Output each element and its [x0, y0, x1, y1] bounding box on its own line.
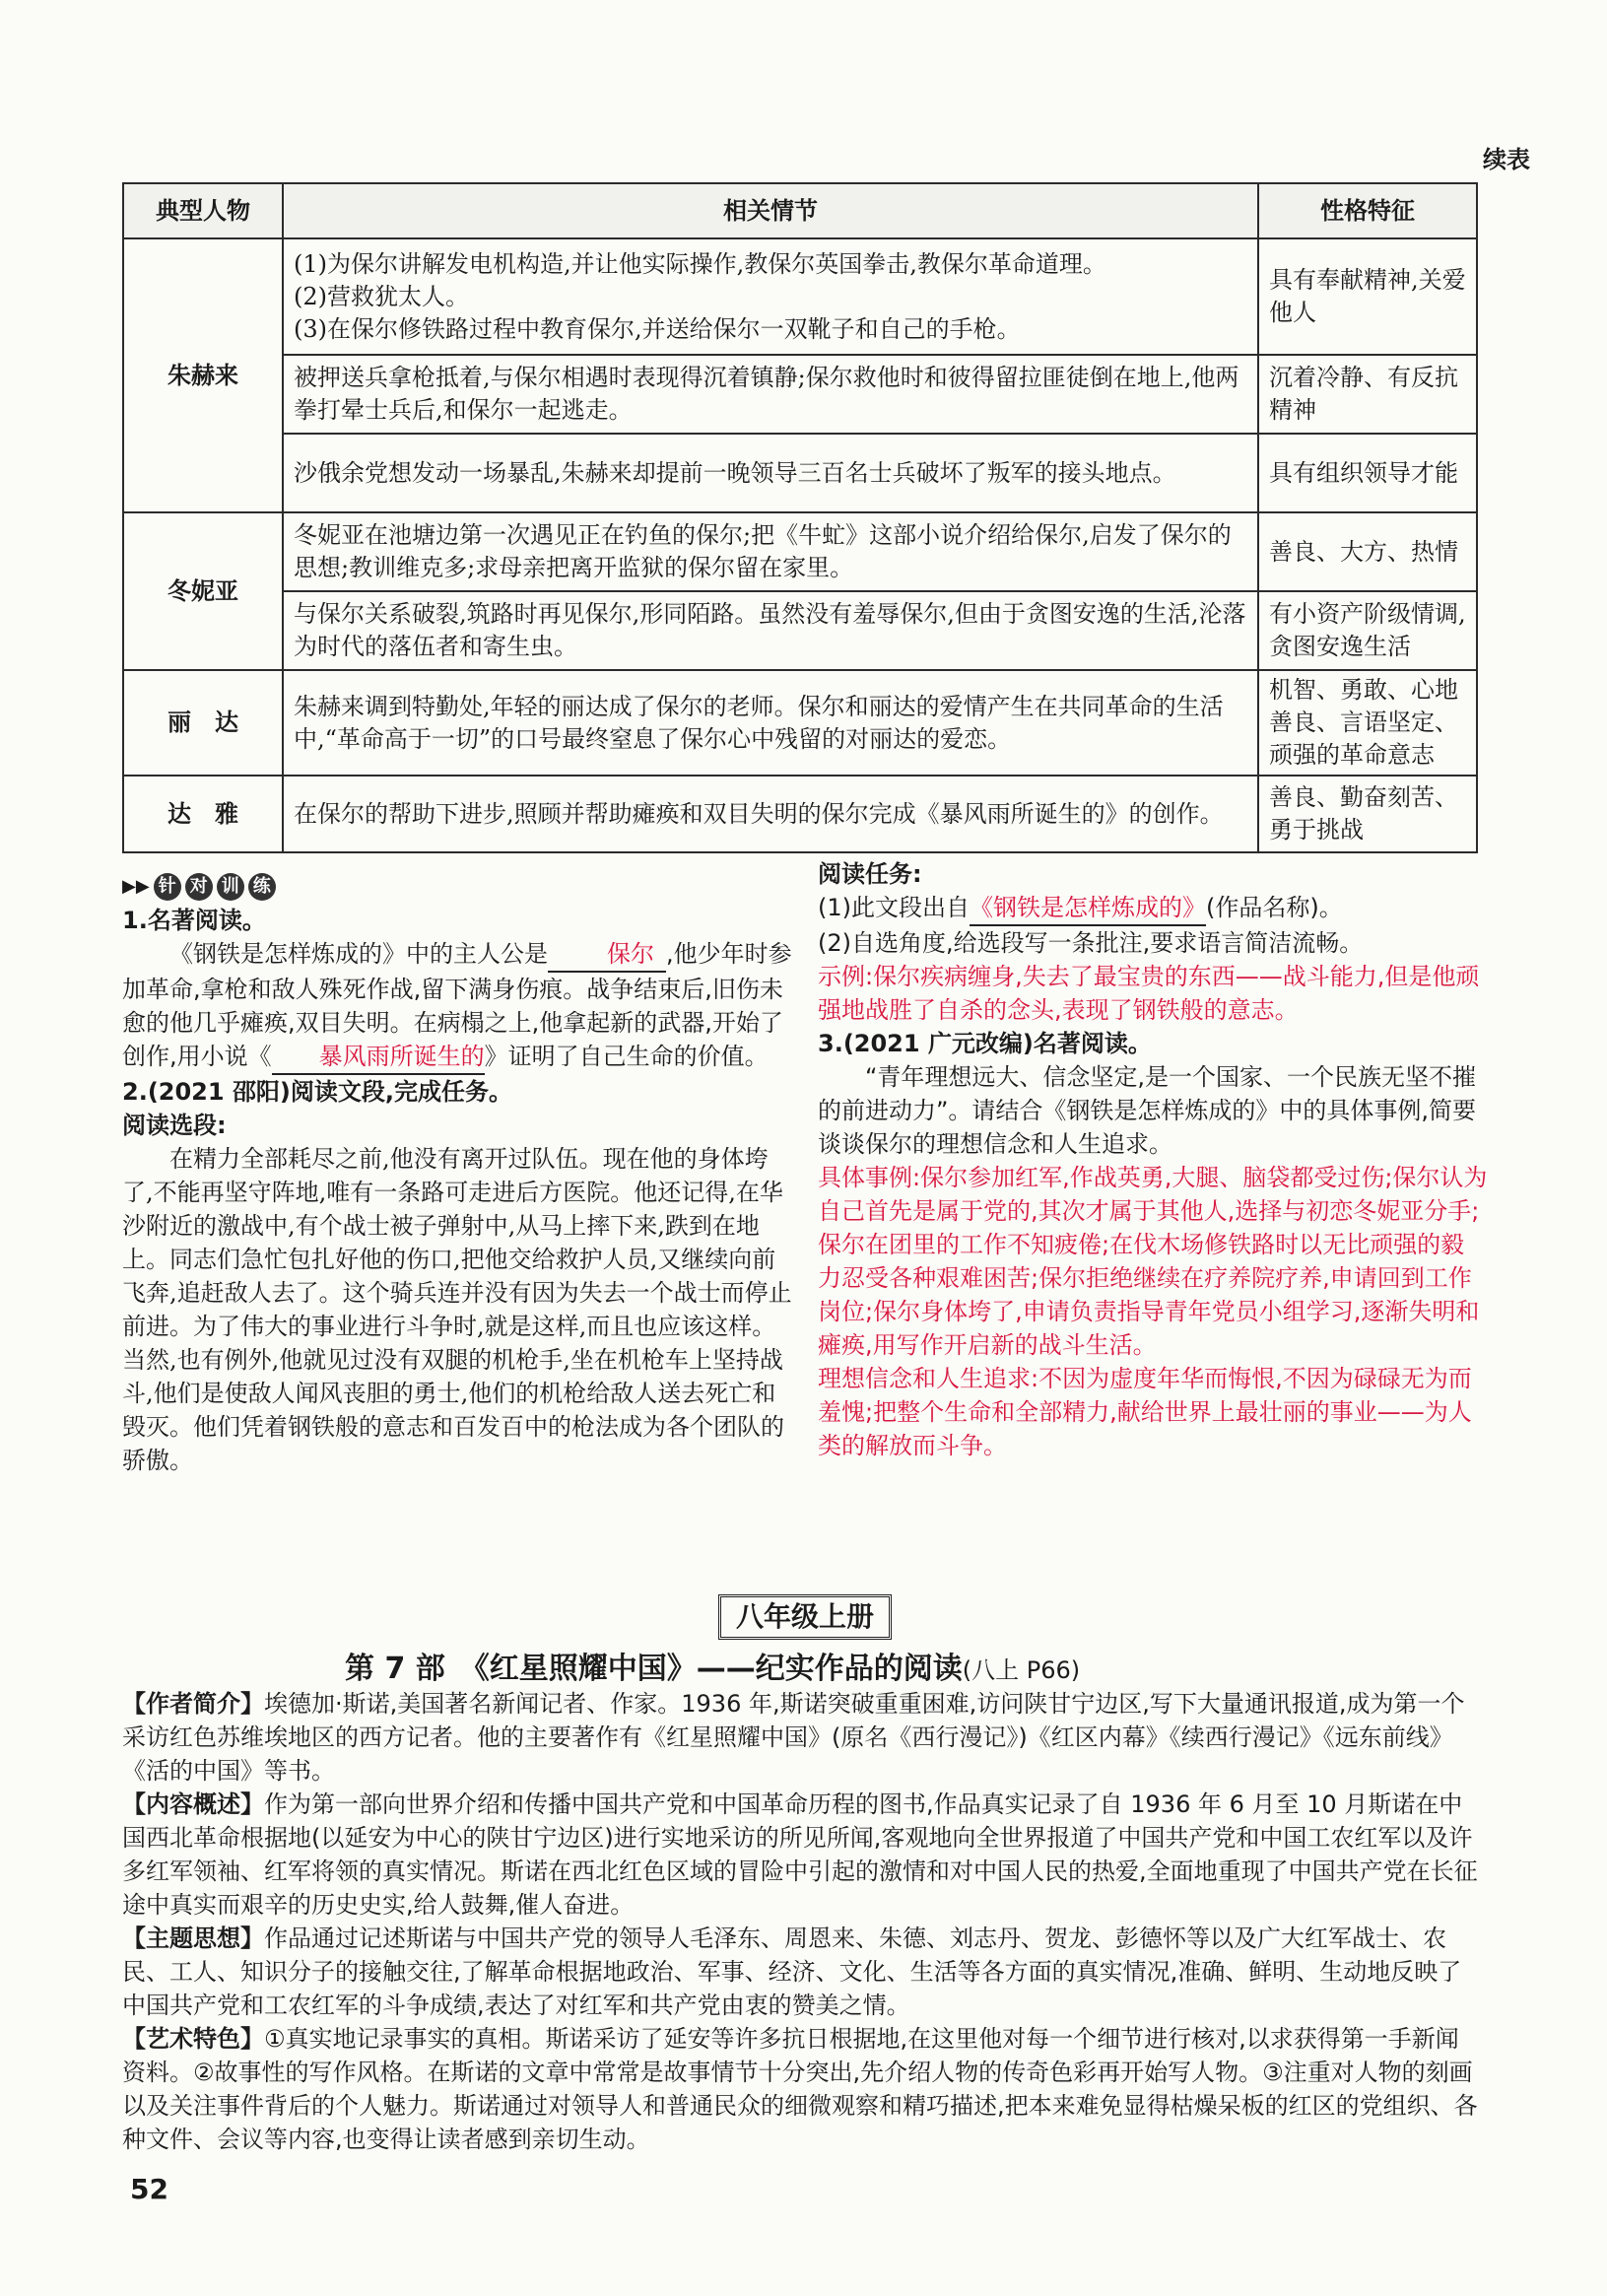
section-ref: (八上 P66)	[962, 1656, 1081, 1684]
header-plot: 相关情节	[283, 183, 1258, 238]
intro-paragraph	[122, 1922, 1478, 2022]
q2-task2: (2)自选角度,给选段写一条批注,要求语言简洁流畅。	[818, 929, 1364, 957]
table-row	[123, 434, 1477, 512]
plot-line: (3)在保尔修铁路过程中教育保尔,并送给保尔一双靴子和自己的手枪。	[294, 314, 1021, 343]
q1-title: 1.名著阅读。	[122, 907, 266, 934]
q3-answer-b: 理想信念和人生追求:不因为虚度年华而悔恨,不因为碌碌无为而羞愧;把整个生命和全部精力,献给世界上最壮丽的事业——为人类的解放而斗争。	[818, 1365, 1472, 1459]
person-cell: 丽 达	[123, 670, 283, 776]
q1-text-a: 《钢铁是怎样炼成的》中的主人公是	[169, 940, 548, 968]
plot-cell	[283, 238, 1258, 355]
q2-task1-answer: 《钢铁是怎样炼成的》	[970, 891, 1206, 926]
trait-cell: 具有组织领导才能	[1258, 434, 1477, 512]
left-column	[122, 867, 792, 1477]
trait-cell: 机智、勇敢、心地善良、言语坚定、顽强的革命意志	[1258, 670, 1477, 776]
q1-answer2: 暴风雨所诞生的	[272, 1040, 485, 1075]
section-title-text: 第 7 部 《红星照耀中国》——纪实作品的阅读	[345, 1652, 963, 1686]
q2-title: 2.(2021 邵阳)阅读文段,完成任务。	[122, 1078, 513, 1106]
plot-cell: 在保尔的帮助下进步,照顾并帮助瘫痪和双目失明的保尔完成《暴风雨所诞生的》的创作。	[283, 776, 1258, 852]
intro-text: 作品通过记述斯诺与中国共产党的领导人毛泽东、周恩来、朱德、刘志丹、贺龙、彭德怀等以及广大红军战士、农民、工人、知识分子的接触交往,了解革命根据地政治、军事、经济、文化、生活等各方面的真实情况,准确、鲜明、生动地反映了中国共产党和工农红军的斗争成绩,表达了对红军和共产党由衷的赞美之情。	[122, 1925, 1462, 2019]
intro-paragraph	[122, 1687, 1478, 1788]
q2-passage: 在精力全部耗尽之前,他没有离开过队伍。现在他的身体垮了,不能再坚守阵地,唯有一条路可走进后方医院。他还记得,在华沙附近的激战中,有个战士被子弹射中,从马上摔下来,跌到在地上。同志们急忙包扎好他的伤口,把他交给救护人员,又继续向前飞奔,追赶敌人去了。这个骑兵连并没有因为失去一个战士而停止前进。为了伟大的事业进行斗争时,就是这样,而且也应该这样。当然,也有例外,他就见过没有双腿的机枪手,坐在机枪车上坚持战斗,他们是使敌人闻风丧胆的勇士,他们的机枪给敌人送去死亡和毁灭。他们凭着钢铁般的意志和百发百中的枪法成为各个团队的骄傲。	[122, 1145, 792, 1474]
table-row	[123, 355, 1477, 434]
table-row	[123, 512, 1477, 591]
q2-task1	[818, 891, 1488, 926]
plot-line: (1)为保尔讲解发电机构造,并让他实际操作,教保尔英国拳击,教保尔革命道理。	[294, 249, 1106, 278]
badge-char: 对	[185, 873, 213, 901]
table-row	[123, 591, 1477, 670]
plot-cell: 与保尔关系破裂,筑路时再见保尔,形同陌路。虽然没有羞辱保尔,但由于贪图安逸的生活,沦落为时代的落伍者和寄生虫。	[283, 591, 1258, 670]
q1-text	[122, 937, 792, 1075]
continued-label: 续表	[1483, 146, 1530, 173]
intro-label: 【作者简介】	[122, 1690, 264, 1718]
person-cell: 朱赫来	[123, 238, 283, 512]
plot-cell: 冬妮亚在池塘边第一次遇见正在钓鱼的保尔;把《牛虻》这部小说介绍给保尔,启发了保尔的思想;教训维克多;求母亲把离开监狱的保尔留在家里。	[283, 512, 1258, 591]
intro-label: 【主题思想】	[122, 1925, 264, 1952]
q2-passage-label: 阅读选段:	[122, 1112, 227, 1139]
intro-text: ①真实地记录事实的真相。斯诺采访了延安等许多抗日根据地,在这里他对每一个细节进行核对,以求获得第一手新闻资料。②故事性的写作风格。在斯诺的文章中常常是故事情节十分突出,先介绍人物的传奇色彩再开始写人物。③注重对人物的刻画以及关注事件背后的个人魅力。斯诺通过对领导人和普通民众的细微观察和精巧描述,把本来难免显得枯燥呆板的红区的党组织、各种文件、会议等内容,也变得让读者感到亲切生动。	[122, 2025, 1478, 2153]
plot-cell: 沙俄余党想发动一场暴乱,朱赫来却提前一晚领导三百名士兵破坏了叛军的接头地点。	[283, 434, 1258, 512]
section-title	[345, 1644, 1080, 1687]
q2-task1-a: (1)此文段出自	[818, 894, 970, 921]
character-table	[122, 182, 1478, 853]
page-number: 52	[130, 2173, 168, 2205]
grade-label: 八年级上册	[718, 1594, 892, 1640]
trait-cell: 善良、勤奋刻苦、勇于挑战	[1258, 776, 1477, 852]
table-row	[123, 776, 1477, 852]
section-intro	[122, 1687, 1478, 2156]
q2-task-label: 阅读任务:	[818, 860, 922, 888]
person-cell: 冬妮亚	[123, 512, 283, 670]
table-header-row	[123, 183, 1477, 238]
q1-answer1: 保尔	[548, 937, 666, 973]
table-row	[123, 670, 1477, 776]
q3-prompt: “青年理想远大、信念坚定,是一个国家、一个民族无坚不摧的前进动力”。请结合《钢铁是怎样炼成的》中的具体事例,简要谈谈保尔的理想信念和人生追求。	[818, 1063, 1477, 1158]
plot-cell: 被押送兵拿枪抵着,与保尔相遇时表现得沉着镇静;保尔救他时和彼得留拉匪徒倒在地上,他两拳打晕士兵后,和保尔一起逃走。	[283, 355, 1258, 434]
q3-title: 3.(2021 广元改编)名著阅读。	[818, 1030, 1152, 1057]
badge-char: 训	[217, 873, 244, 901]
table-row	[123, 238, 1477, 355]
trait-cell: 具有奉献精神,关爱他人	[1258, 238, 1477, 355]
trait-cell: 有小资产阶级情调,贪图安逸生活	[1258, 591, 1477, 670]
double-arrow-icon: ▶▶	[122, 876, 150, 897]
intro-paragraph	[122, 1788, 1478, 1922]
q2-task2-answer: 示例:保尔疾病缠身,失去了最宝贵的东西——战斗能力,但是他顽强地战胜了自杀的念头,表现了钢铁般的意志。	[818, 963, 1480, 1024]
intro-paragraph	[122, 2022, 1478, 2156]
trait-cell: 沉着冷静、有反抗精神	[1258, 355, 1477, 434]
right-column	[818, 857, 1488, 1462]
intro-text: 作为第一部向世界介绍和传播中国共产党和中国革命历程的图书,作品真实记录了自 1936 年 6 月至 10 月斯诺在中国西北革命根据地(以延安为中心的陕甘宁边区)进行实地采访的所见所闻,客观地向全世界报道了中国共产党和中国工农红军以及许多红军领袖、红军将领的真实情况。斯诺在西北红色区域的冒险中引起的激情和对中国人民的热爱,全面地重现了中国共产党在长征途中真实而艰辛的历史史实,给人鼓舞,催人奋进。	[122, 1790, 1478, 1919]
q1-text-b: ,他少年时参加革命,拿枪和敌人殊死作战,留下满身伤痕。战争结束后,旧伤未愈的他几乎瘫痪,双目失明。在病榻之上,他拿起新的武器,开始了创作,用小说《	[122, 940, 792, 1070]
intro-text: 埃德加·斯诺,美国著名新闻记者、作家。1936 年,斯诺突破重重困难,访问陕甘宁边区,写下大量通讯报道,成为第一个采访红色苏维埃地区的西方记者。他的主要著作有《红星照耀中国》(原名《西行漫记》)《红区内幕》《续西行漫记》《远东前线》《活的中国》等书。	[122, 1690, 1465, 1785]
plot-cell: 朱赫来调到特勤处,年轻的丽达成了保尔的老师。保尔和丽达的爱情产生在共同革命的生活中,“革命高于一切”的口号最终窒息了保尔心中残留的对丽达的爱恋。	[283, 670, 1258, 776]
intro-label: 【艺术特色】	[122, 2025, 264, 2053]
badge-char: 针	[154, 873, 181, 901]
practice-badge	[122, 870, 276, 904]
plot-line: (2)营救犹太人。	[294, 282, 469, 310]
badge-char: 练	[248, 873, 276, 901]
header-person: 典型人物	[123, 183, 283, 238]
header-trait: 性格特征	[1258, 183, 1477, 238]
trait-cell: 善良、大方、热情	[1258, 512, 1477, 591]
q3-answer-a: 具体事例:保尔参加红军,作战英勇,大腿、脑袋都受过伤;保尔认为自己首先是属于党的,其次才属于其他人,选择与初恋冬妮亚分手;保尔在团里的工作不知疲倦;在伐木场修铁路时以无比顽强的毅力忍受各种艰难困苦;保尔拒绝继续在疗养院疗养,申请回到工作岗位;保尔身体垮了,申请负责指导青年党员小组学习,逐渐失明和瘫痪,用写作开启新的战斗生活。	[818, 1164, 1488, 1359]
intro-label: 【内容概述】	[122, 1790, 264, 1818]
q2-task1-b: (作品名称)。	[1206, 894, 1343, 921]
person-cell: 达 雅	[123, 776, 283, 852]
q1-text-c: 》证明了自己生命的价值。	[484, 1043, 769, 1070]
